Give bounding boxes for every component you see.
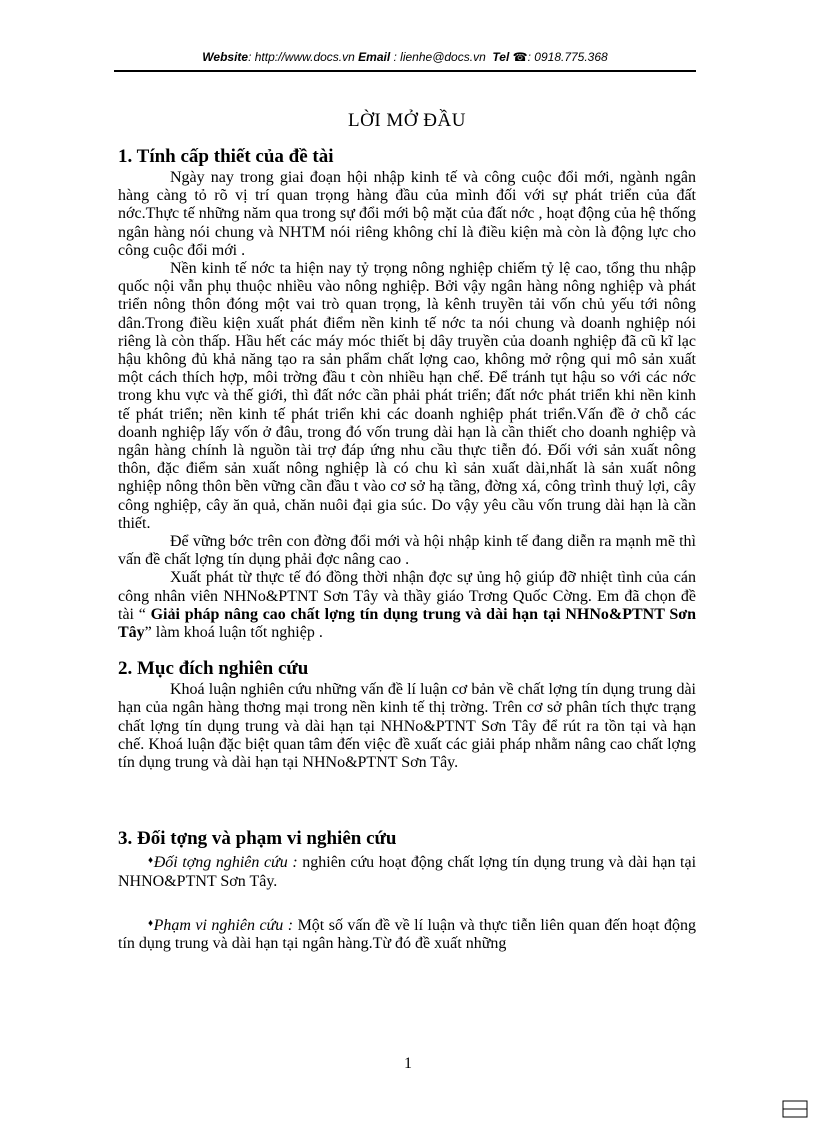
diamond-bullet-icon: ♦ bbox=[148, 917, 154, 929]
website-url[interactable]: : http://www.docs.vn bbox=[248, 50, 355, 64]
section-3-heading: 3. Đối tợng và phạm vi nghiên cứu bbox=[118, 828, 397, 850]
email-label: Email bbox=[358, 50, 391, 64]
header-divider bbox=[114, 70, 696, 72]
bullet-2-text: Một số vấn đề về lí luận và thực tiễn liên quan đến hoạt động tín dụng trung và dài hạn tại ngân hàng.Từ đó đề xuất những bbox=[118, 916, 696, 952]
section-1-paragraph-3: Để vững bớc trên con đờng đổi mới và hội nhập kinh tế đang diễn ra mạnh mẽ thì vấn đề chất lợng tín dụng phải đợc nâng cao . bbox=[118, 533, 696, 569]
section-1-heading: 1. Tính cấp thiết của đề tài bbox=[118, 146, 334, 167]
diamond-bullet-icon: ♦ bbox=[148, 855, 154, 867]
phone-icon: ☎ bbox=[512, 50, 528, 64]
document-body bbox=[118, 110, 696, 953]
page-corner-mark-icon bbox=[782, 1100, 808, 1118]
paragraph-4-end: ” làm khoá luận tốt nghiệp . bbox=[144, 624, 323, 642]
document-title: LỜI MỞ ĐẦU bbox=[348, 110, 466, 131]
section-2-paragraph-1: Khoá luận nghiên cứu những vấn đề lí luận cơ bản về chất lợng tín dụng trung dài hạn của ngân hàng thơng mại trong nền kinh tế thị trờng. Trên cơ sở phân tích thực trạng chất lợng tín dụng trung và dài hạn tại NHNo&PTNT Sơn Tây để rút ra tồn tại và hạn chế. Khoá luận đặc biệt quan tâm đến việc đề xuất các giải pháp nhằm nâng cao chất lợng tín dụng trung và dài hạn tại NHNo&PTNT Sơn Tây. bbox=[118, 681, 696, 772]
section-2-heading: 2. Mục đích nghiên cứu bbox=[118, 658, 309, 680]
section-3-bullet-2 bbox=[118, 915, 696, 953]
email-address[interactable]: : lienhe@docs.vn bbox=[390, 50, 486, 64]
tel-label: Tel bbox=[492, 50, 510, 64]
section-1-paragraph-4 bbox=[118, 569, 696, 642]
header-contact-bar bbox=[114, 50, 696, 64]
thesis-title: Giải pháp nâng cao chất lợng tín dụng trung và dài hạn tại NHNo&PTNT Sơn Tây bbox=[118, 605, 697, 642]
website-label: Website bbox=[202, 50, 249, 64]
bullet-2-lead: Phạm vi nghiên cứu : bbox=[153, 916, 294, 934]
page-number: 1 bbox=[404, 1055, 412, 1072]
bullet-1-lead: Đối tợng nghiên cứu : bbox=[153, 854, 298, 872]
section-1-paragraph-1: Ngày nay trong giai đoạn hội nhập kinh tế và công cuộc đổi mới, ngành ngân hàng càng tỏ rõ vị trí quan trọng hàng đầu của mình đối với sự phát triển của đất nớc.Thực tế những năm qua trong sự đổi mới bộ mặt của đất nớc , hoạt động của hệ thống ngân hàng nói chung và NHTM nói riêng không chỉ là điều kiện mà còn là động lực cho công cuộc đổi mới . bbox=[118, 169, 696, 259]
bullet-1-text: nghiên cứu hoạt động chất lợng tín dụng trung và dài hạn tại NHNO&PTNT Sơn Tây. bbox=[118, 854, 697, 890]
section-1-paragraph-2: Nền kinh tế nớc ta hiện nay tỷ trọng nông nghiệp chiếm tỷ lệ cao, tổng thu nhập quốc nội vẫn phụ thuộc nhiều vào nông nghiệp. Bởi vậy ngân hàng nông nghiệp và phát triển nông thôn đóng một vai trò quan trọng, là kênh truyền tải vốn chủ yếu tới nông dân.Trong điều kiện xuất phát điểm nền kinh tế nớc ta nói chung và doanh nghiệp nói riêng là còn thấp. Hầu hết các máy móc thiết bị dây truyền của doanh nghiệp đã cũ kĩ lạc hậu không đủ khả năng tạo ra sản phẩm chất lợng cao, không mở rộng qui mô sản xuất một cách thích hợp, môi trờng đầu t còn nhiều hạn chế. Để tránh tụt hậu so với các nớc trong khu vực và thế giới, thì đất nớc cần phải phát triển; đất nớc phát triển khi nền kinh tế phát triển; nền kinh tế phát triển khi các doanh nghiệp phát triển.Vấn đề ở chỗ các doanh nghiệp lấy vốn ở đâu, trong đó vốn trung dài hạn là cần thiết cho doanh nghiệp và ngân hàng chính là nguồn tài trợ đáp ứng nhu cầu thực tiễn đó. Đối với sản xuất nông thôn, đặc điểm sản xuất nông nghiệp là có chu kì sản xuất dài,nhất là sản xuất nông nghiệp nông thôn bền vững cần đầu t vào cơ sở hạ tầng, đờng xá, công trình thuỷ lợi, cây công nghiệp, cây ăn quả, chăn nuôi đại gia súc. Do vậy yêu cầu vốn trung dài hạn là cần thiết. bbox=[118, 260, 696, 532]
paragraph-4-start: Xuất phát từ thực tế đó đồng thời nhận đợc sự ủng hộ giúp đỡ nhiệt tình của cán công nhân viên NHNo&PTNT Sơn Tây và thầy giáo Trơng Quốc Cờng. Em đã chọn đề tài “ bbox=[118, 569, 696, 623]
section-3-bullet-1 bbox=[118, 852, 696, 890]
tel-number: : 0918.775.368 bbox=[527, 50, 608, 64]
